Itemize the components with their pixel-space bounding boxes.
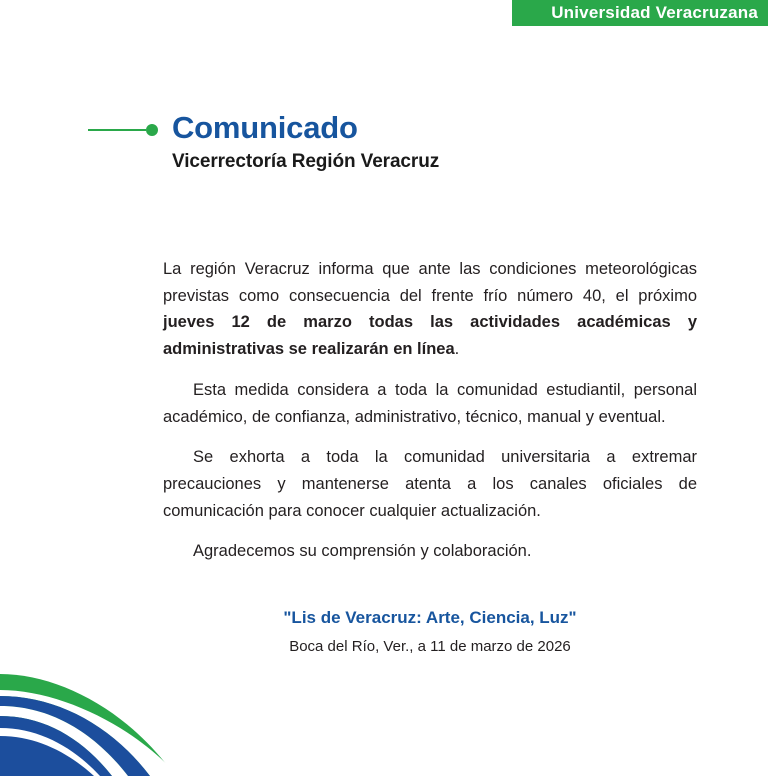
body-text — [163, 256, 697, 579]
paragraph-2: Esta medida considera a toda la comunidad estudiantil, personal académico, de confianza, administrativo, técnico, manual y eventual. — [163, 380, 697, 426]
paragraph-1-tail: . — [454, 340, 460, 359]
title-row — [88, 112, 648, 145]
title-block — [88, 112, 648, 173]
page-subtitle: Vicerrectoría Región Veracruz — [172, 150, 440, 172]
paragraph-1-lead: La región Veracruz informa que ante las condiciones meteorológicas previstas como consecuencia del frente frío número 40, el próximo — [163, 260, 697, 305]
header-green-band — [512, 0, 768, 26]
paragraph-4: Agradecemos su comprensión y colaboración. — [193, 542, 532, 561]
institutional-motto: "Lis de Veracruz: Arte, Ciencia, Luz" — [283, 608, 577, 627]
paragraph-3: Se exhorta a toda la comunidad universitaria a extremar precauciones y mantenerse atenta a los canales oficiales de comunicación para conocer cualquier actualización. — [163, 448, 697, 520]
place-and-date: Boca del Río, Ver., a 11 de marzo de 2026 — [289, 638, 571, 655]
paragraph-1 — [163, 256, 697, 363]
bullet-line-icon — [88, 123, 158, 137]
paragraph-1-emphasis: jueves 12 de marzo todas las actividades académicas y administrativas se realizarán en línea — [163, 313, 697, 359]
page-title: Comunicado — [172, 110, 358, 145]
institution-name: Universidad Veracruzana — [551, 3, 758, 22]
